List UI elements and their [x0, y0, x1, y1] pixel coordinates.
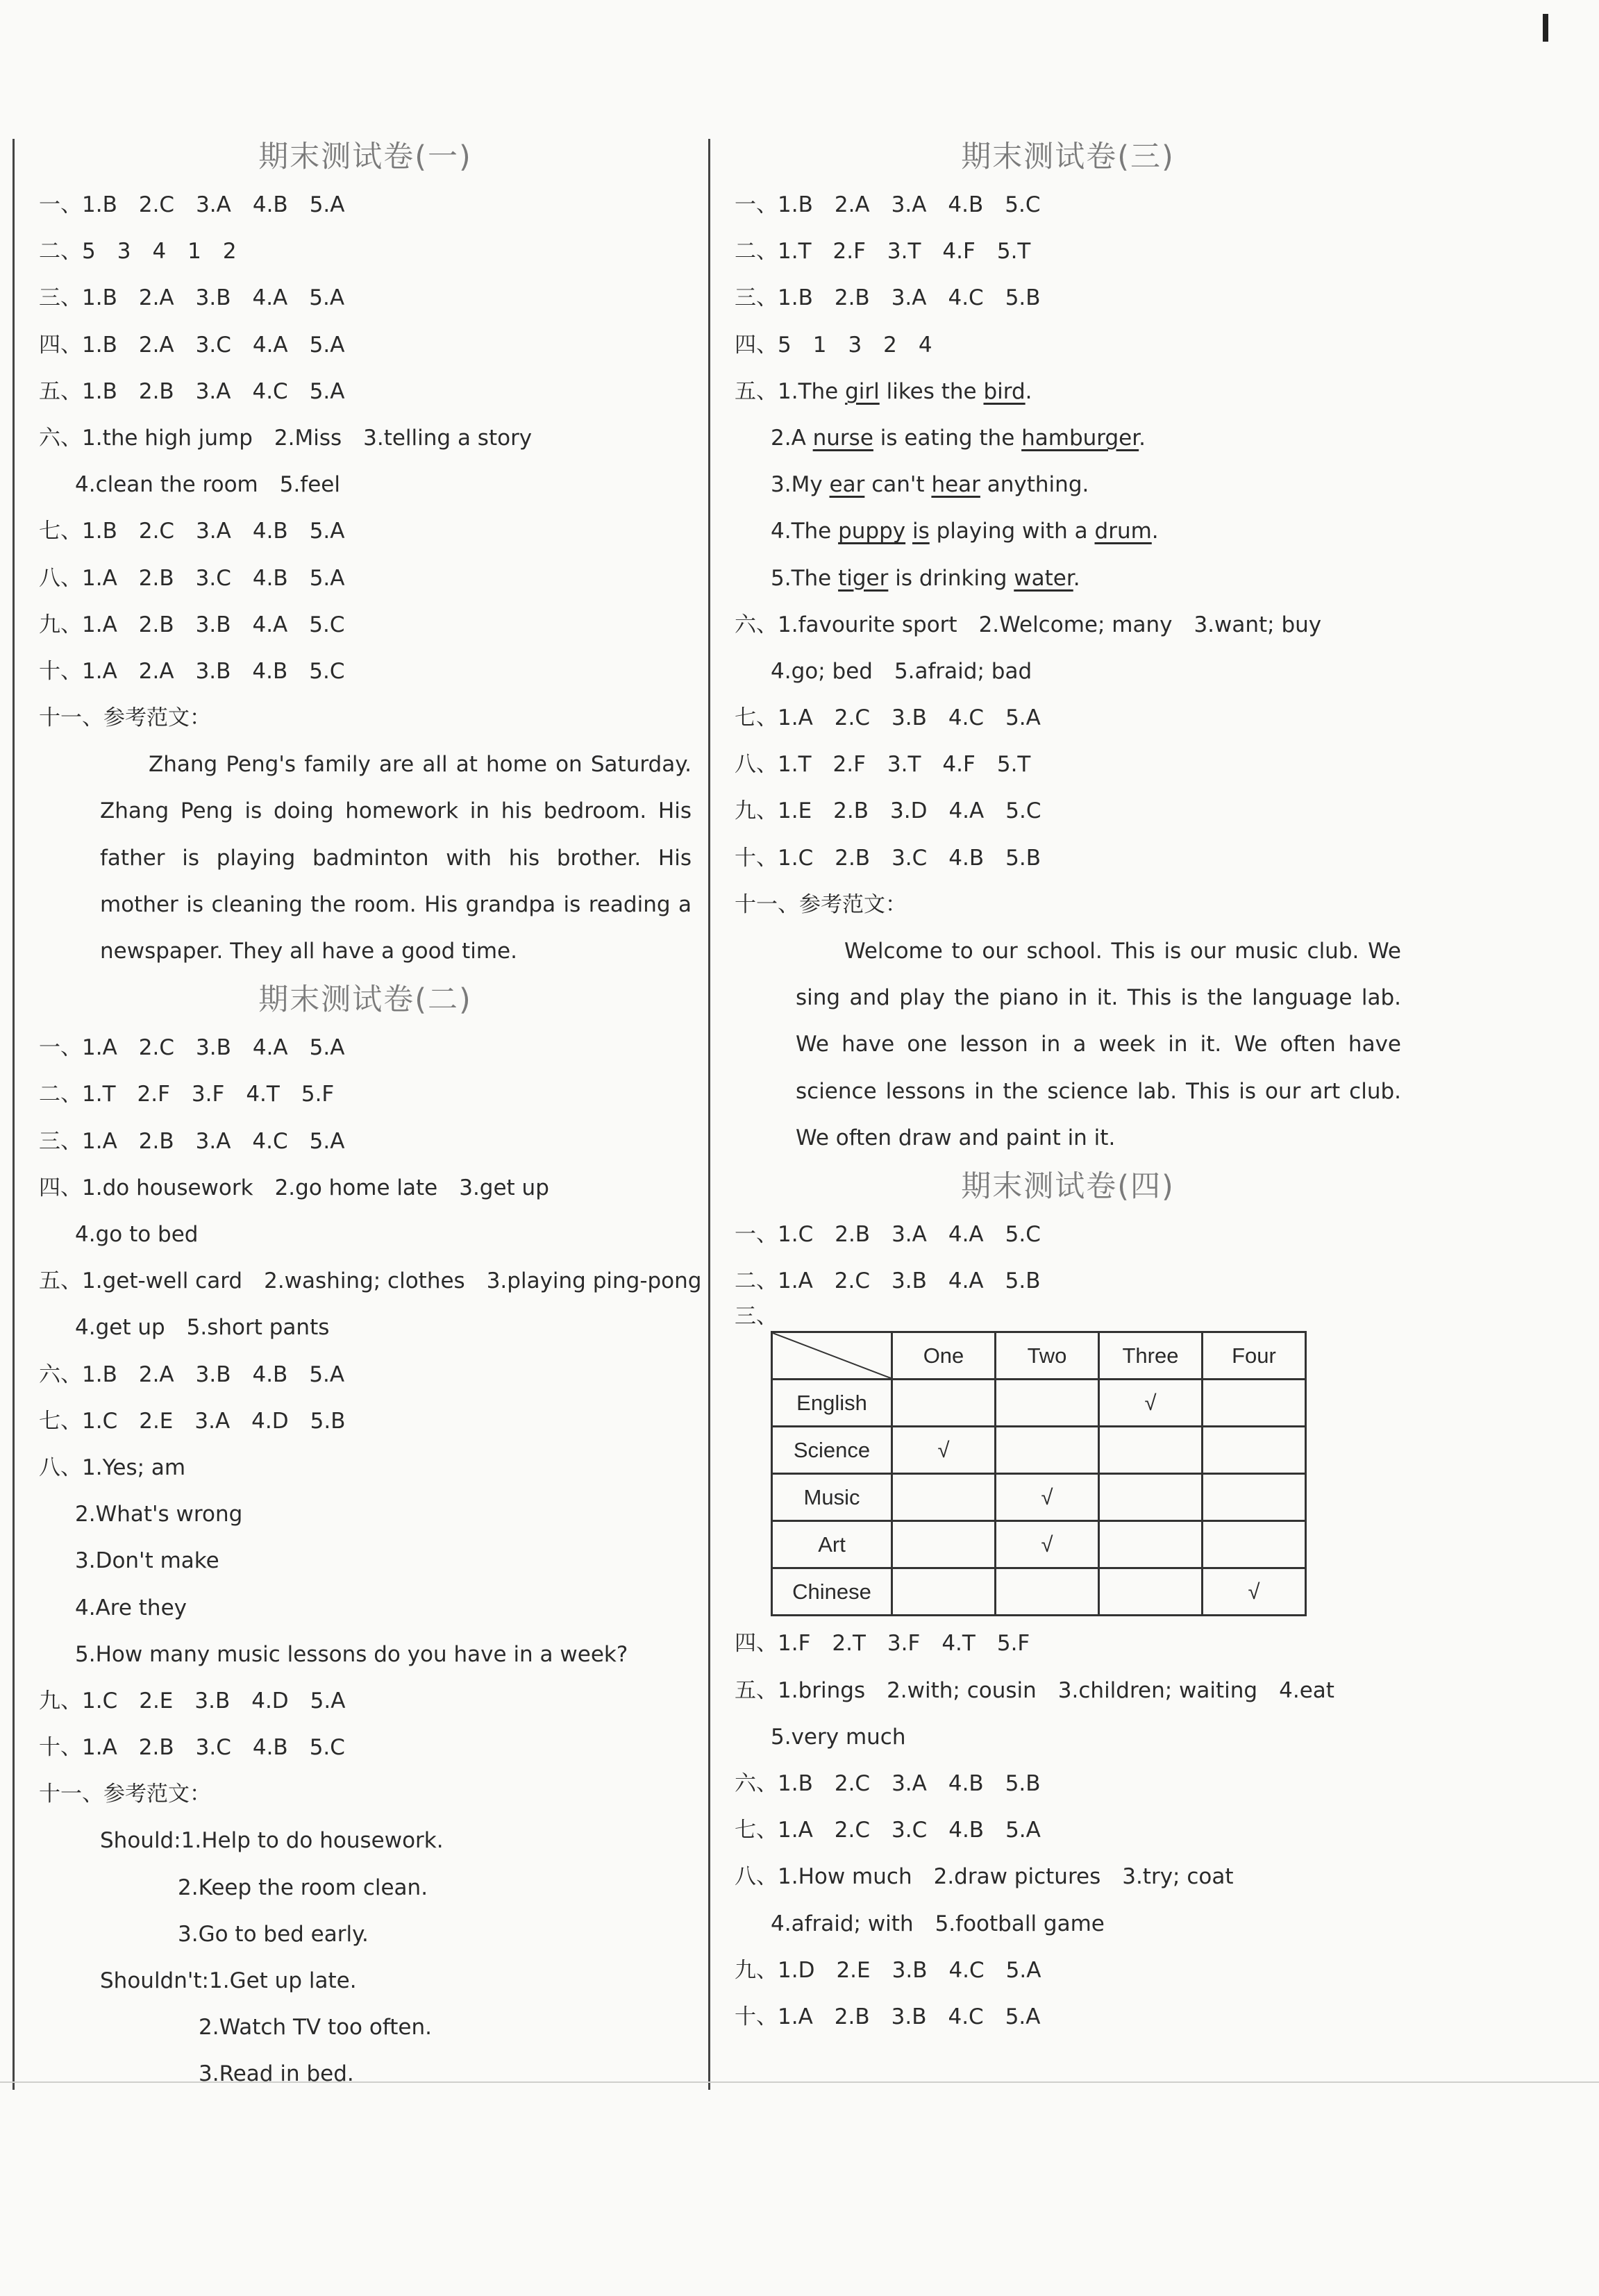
section-label: 五、 [735, 378, 778, 404]
text: likes the [879, 378, 984, 404]
column-header: One [892, 1332, 996, 1380]
answer-line: 4.go to bed [75, 1222, 199, 1248]
underlined-word: is [912, 519, 930, 544]
check-cell [1099, 1427, 1203, 1474]
check-cell [892, 1380, 996, 1427]
text: . [1025, 378, 1032, 404]
table-row [772, 1474, 1306, 1521]
check-cell [996, 1427, 1099, 1474]
text: My [791, 472, 830, 498]
answer-line: 五、1.B 2.B 3.A 4.C 5.A [39, 378, 345, 404]
answer-line: 三、1.A 2.B 3.A 4.C 5.A [39, 1128, 345, 1154]
column-divider [708, 139, 710, 2090]
item-number: 1. [778, 378, 798, 404]
timetable-grid [771, 1331, 1307, 1616]
answer-line: 三、1.B 2.A 3.B 4.A 5.A [39, 285, 345, 311]
answer-line: 三、1.B 2.B 3.A 4.C 5.B [735, 285, 1041, 311]
answer-line: 六、1.B 2.C 3.A 4.B 5.B [735, 1770, 1041, 1796]
check-cell [1203, 1380, 1306, 1427]
sentence-line [735, 555, 1401, 602]
answer-line: 4.go; bed 5.afraid; bad [771, 658, 1032, 684]
text: The [791, 519, 839, 544]
text: The [791, 565, 839, 591]
test3-title: 期末测试卷(三) [961, 140, 1175, 174]
answer-line: 5.How many music lessons do you have in a week? [75, 1641, 628, 1667]
answer-line: 四、5 1 3 2 4 [735, 332, 932, 358]
answer-line: 一、1.A 2.C 3.B 4.A 5.A [39, 1035, 345, 1061]
answer-line: 九、1.A 2.B 3.B 4.A 5.C [39, 612, 345, 637]
table-label: 三、 [735, 1304, 778, 1330]
underlined-word: hamburger [1021, 425, 1139, 451]
item-number: 4. [771, 519, 792, 544]
table-row [772, 1380, 1306, 1427]
answer-line: 六、1.favourite sport 2.Welcome; many 3.want; buy [735, 612, 1322, 637]
sentence-line [735, 508, 1401, 555]
answer-line: 七、1.B 2.C 3.A 4.B 5.A [39, 519, 345, 544]
sentence-line [735, 415, 1401, 462]
answer-line: 六、1.B 2.A 3.B 4.B 5.A [39, 1361, 345, 1387]
answer-line: 4.get up 5.short pants [75, 1315, 330, 1341]
underlined-word: ear [829, 472, 865, 498]
row-header: Science [772, 1427, 892, 1474]
answer-line: 十、1.A 2.A 3.B 4.B 5.C [39, 658, 345, 684]
sentence-line [735, 462, 1401, 508]
test4-title: 期末测试卷(四) [961, 1169, 1175, 1205]
item-number: 3. [771, 472, 792, 498]
answer-line: 九、1.C 2.E 3.B 4.D 5.A [39, 1688, 346, 1713]
check-cell: √ [1099, 1380, 1203, 1427]
answer-line: 十一、参考范文： [39, 1782, 211, 1807]
column-header: Four [1203, 1332, 1306, 1380]
text: . [1139, 425, 1146, 451]
answer-line: 4.afraid; with 5.football game [771, 1911, 1105, 1936]
answer-line: 九、1.E 2.B 3.D 4.A 5.C [735, 798, 1041, 824]
answer-line: Shouldn't:1.Get up late. [100, 1968, 357, 1994]
check-cell [996, 1568, 1099, 1616]
answer-line: 一、1.B 2.C 3.A 4.B 5.A [39, 192, 345, 217]
answer-line: 五、1.get-well card 2.washing; clothes 3.playing ping-pong [39, 1268, 702, 1294]
text: anything. [980, 472, 1089, 498]
check-cell [1203, 1521, 1306, 1568]
text: . [1073, 565, 1080, 591]
row-header: Music [772, 1474, 892, 1521]
underlined-word: puppy [838, 519, 906, 544]
answer-line: 十、1.A 2.B 3.C 4.B 5.C [39, 1735, 345, 1761]
answer-line: 3.Don't make [75, 1548, 219, 1574]
check-cell: √ [996, 1521, 1099, 1568]
answer-line: 二、1.A 2.C 3.B 4.A 5.B [735, 1268, 1041, 1294]
check-cell [1099, 1474, 1203, 1521]
check-cell [892, 1568, 996, 1616]
text: playing with a [929, 519, 1095, 544]
text: A [791, 425, 813, 451]
answer-line: 八、1.A 2.B 3.C 4.B 5.A [39, 565, 345, 591]
row-header: Chinese [772, 1568, 892, 1616]
check-cell [892, 1521, 996, 1568]
diagonal-header-cell [772, 1332, 892, 1380]
row-header: Art [772, 1521, 892, 1568]
essay-paragraph: Welcome to our school. This is our music club. We sing and play the piano in it. This is the language lab. We have one lesson in a week in it. We often have science lessons in the science lab. This is our art club. We often draw and paint in it. [796, 939, 1401, 1150]
check-cell [1203, 1427, 1306, 1474]
diagonal-line [773, 1333, 891, 1378]
underlined-word: tiger [838, 565, 889, 591]
answer-line: 2.Watch TV too often. [199, 2015, 432, 2041]
text: The [798, 378, 846, 404]
test2-title: 期末测试卷(二) [258, 982, 472, 1018]
right-column [735, 132, 1401, 2041]
answer-line: 四、1.do housework 2.go home late 3.get up [39, 1175, 549, 1200]
answer-line: 一、1.B 2.A 3.A 4.B 5.C [735, 192, 1041, 217]
answer-line: 5.very much [771, 1724, 906, 1750]
underlined-word: hear [931, 472, 980, 498]
column-header: Three [1099, 1332, 1203, 1380]
test1-title: 期末测试卷(一) [258, 140, 472, 174]
left-margin-rule [12, 139, 15, 2090]
text [905, 519, 912, 544]
answer-line: 二、1.T 2.F 3.T 4.F 5.T [735, 239, 1031, 265]
table-row [772, 1521, 1306, 1568]
text: is eating the [873, 425, 1022, 451]
column-header: Two [996, 1332, 1099, 1380]
text: . [1151, 519, 1159, 544]
table-row [772, 1568, 1306, 1616]
answer-line: 十、1.C 2.B 3.C 4.B 5.B [735, 845, 1041, 871]
answer-line: 4.Are they [75, 1595, 187, 1620]
answer-line: 四、1.F 2.T 3.F 4.T 5.F [735, 1631, 1030, 1657]
check-cell: √ [1203, 1568, 1306, 1616]
corner-mark [1543, 14, 1548, 42]
answer-line: 十一、参考范文： [735, 891, 907, 917]
underlined-word: drum [1094, 519, 1152, 544]
text: is drinking [888, 565, 1014, 591]
check-cell [1099, 1521, 1203, 1568]
answer-line: 4.clean the room 5.feel [75, 472, 340, 498]
answer-line: 3.Go to bed early. [178, 1921, 369, 1947]
answer-line: 四、1.B 2.A 3.C 4.A 5.A [39, 332, 345, 358]
text: can't [864, 472, 932, 498]
answer-line: 八、1.Yes; am [39, 1455, 186, 1480]
check-cell: √ [892, 1427, 996, 1474]
answer-line: 2.Keep the room clean. [178, 1875, 428, 1900]
essay-paragraph: Zhang Peng's family are all at home on Saturday. Zhang Peng is doing homework in his bedroom. His father is playing badminton with his brother. His mother is cleaning the room. His grandpa is reading a newspaper. They all have a good time. [100, 752, 692, 964]
answer-line: 二、1.T 2.F 3.F 4.T 5.F [39, 1082, 335, 1107]
answer-line: 十一、参考范文： [39, 705, 211, 731]
answer-line: 2.What's wrong [75, 1502, 243, 1527]
answer-line: 七、1.A 2.C 3.B 4.C 5.A [735, 705, 1041, 731]
check-cell [1203, 1474, 1306, 1521]
answer-line: 十、1.A 2.B 3.B 4.C 5.A [735, 2004, 1041, 2029]
answer-line: 二、5 3 4 1 2 [39, 239, 237, 265]
answer-line: Should:1.Help to do housework. [100, 1828, 444, 1854]
answer-line: 八、1.T 2.F 3.T 4.F 5.T [735, 752, 1031, 778]
underlined-word: bird [983, 378, 1025, 404]
answer-line: 九、1.D 2.E 3.B 4.C 5.A [735, 1957, 1041, 1983]
left-column [39, 132, 702, 2098]
check-cell [1099, 1568, 1203, 1616]
underlined-word: water [1014, 565, 1073, 591]
item-number: 5. [771, 565, 792, 591]
underlined-word: nurse [812, 425, 873, 451]
answer-line: 六、1.the high jump 2.Miss 3.telling a story [39, 425, 533, 451]
answer-line: 七、1.A 2.C 3.C 4.B 5.A [735, 1818, 1041, 1843]
sentence-line [735, 369, 1401, 415]
row-header: English [772, 1380, 892, 1427]
answer-line: 七、1.C 2.E 3.A 4.D 5.B [39, 1408, 346, 1434]
check-cell [892, 1474, 996, 1521]
answer-line: 八、1.How much 2.draw pictures 3.try; coat [735, 1864, 1234, 1890]
item-number: 2. [771, 425, 792, 451]
answer-line: 一、1.C 2.B 3.A 4.A 5.C [735, 1222, 1041, 1248]
table-row [772, 1427, 1306, 1474]
check-cell: √ [996, 1474, 1099, 1521]
answer-line: 五、1.brings 2.with; cousin 3.children; waiting 4.eat [735, 1677, 1334, 1703]
underlined-word: girl [845, 378, 880, 404]
answer-line: 3.Read in bed. [199, 2061, 354, 2087]
check-cell [996, 1380, 1099, 1427]
